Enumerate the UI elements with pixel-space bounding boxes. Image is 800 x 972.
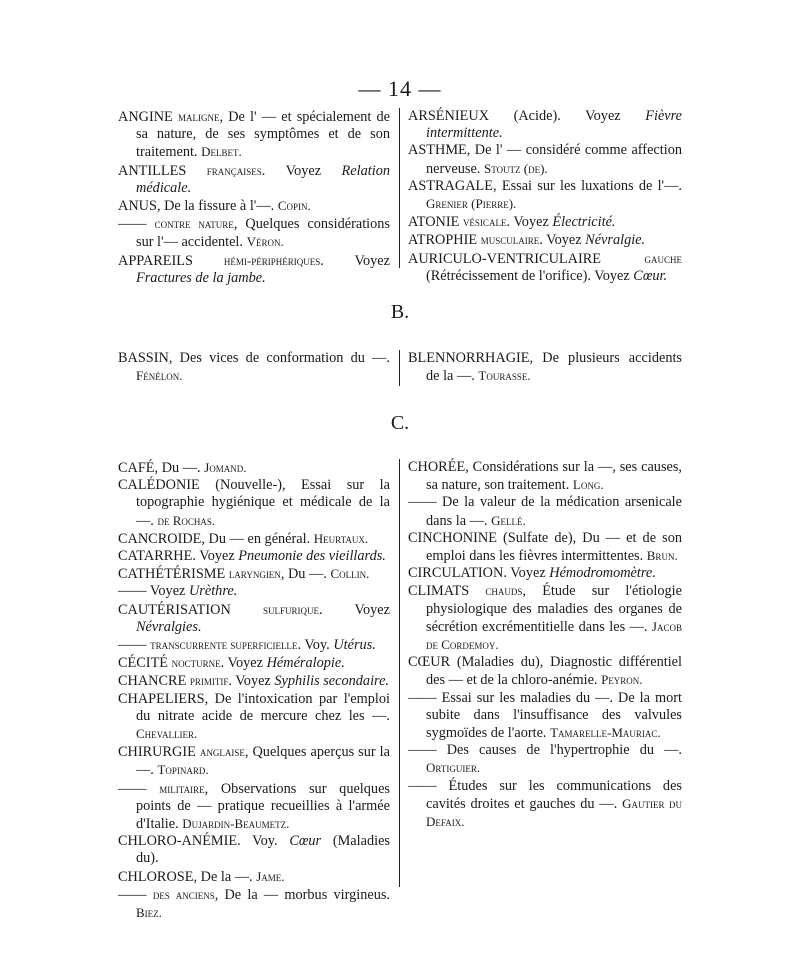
entry-text: (Sulfate de), Du — et de son emploi dans les fièvres intermittentes.	[426, 529, 682, 565]
entry-heading: BASSIN	[118, 350, 169, 366]
entry-heading: CLIMATS	[408, 583, 470, 600]
section-letter-b: B.	[390, 301, 410, 323]
column-divider	[399, 108, 400, 268]
entry-author: Peyron.	[601, 672, 643, 688]
entry-heading: ——	[408, 494, 437, 511]
index-entry	[118, 636, 390, 654]
index-entry	[118, 743, 390, 779]
entry-heading: CHORÉE	[408, 459, 466, 475]
entry-text: , De l' — et spécialement de sa nature, de ses symptômes et de son traitement.	[136, 109, 390, 161]
entry-text: (Maladies du), Diagnostic différentiel des — et de la chloro-anémie.	[426, 654, 682, 689]
section-c	[118, 459, 682, 921]
entry-qualifier: nocturne	[171, 655, 221, 671]
left-column	[118, 459, 390, 922]
entry-qualifier: françaises	[206, 162, 262, 178]
entry-text: , Quelques aperçus sur la —.	[136, 744, 390, 779]
entry-reference: Névralgies.	[136, 618, 202, 635]
entry-qualifier: musculaire	[480, 232, 540, 248]
entry-qualifier: des anciens	[152, 886, 215, 902]
entry-text: . Voy.	[237, 833, 278, 850]
entry-text: . Voy.	[297, 637, 330, 654]
entry-text: , Essai sur les luxations de l'—.	[493, 177, 682, 194]
index-entry	[118, 833, 390, 867]
entry-heading: CAUTÉRISATION	[118, 601, 231, 618]
index-entry	[408, 654, 682, 689]
entry-heading: CINCHONINE	[408, 529, 497, 546]
right-column	[408, 108, 682, 285]
entry-author: de Rochas.	[157, 512, 216, 528]
entry-qualifier: transcurrente superficielle	[150, 637, 298, 653]
entry-text: , De l'intoxication par l'emploi du nitrate acide de mercure chez les —.	[136, 690, 390, 724]
section-b	[118, 350, 682, 390]
entry-text: , Du — en général.	[201, 530, 311, 547]
entry-author: Chevallier.	[136, 726, 198, 742]
entry-text: Essai sur les maladies du —. De la mort subite dans l'insuffisance des valvules sygmoïdes de l'aorte.	[426, 689, 682, 742]
entry-qualifier: primitif	[189, 673, 229, 689]
entry-text: (Nouvelle-), Essai sur la topographie hygiénique et médicale de la —.	[136, 477, 390, 529]
right-column	[408, 459, 682, 831]
index-entry	[118, 672, 390, 690]
index-entry	[408, 250, 682, 285]
entry-heading: CATARRHE	[118, 548, 193, 565]
entry-qualifier: maligne	[177, 109, 220, 124]
entry-heading: CATHÉTÉRISME	[118, 566, 226, 583]
index-entry	[408, 582, 682, 654]
index-entry	[118, 459, 390, 477]
entry-text: , Des vices de conformation du —.	[168, 350, 390, 366]
entry-text: . Voyez	[192, 548, 235, 565]
entry-heading: CHLOROSE	[118, 868, 194, 885]
index-entry	[408, 690, 682, 743]
entry-reference: Névralgie.	[585, 232, 646, 249]
entry-heading: ——	[118, 780, 147, 797]
entry-qualifier: militaire	[159, 780, 205, 796]
entry-heading: CAFÉ	[118, 460, 155, 476]
entry-heading: AURICULO-VENTRICULAIRE	[408, 250, 601, 267]
index-entry	[408, 350, 682, 385]
entry-author: Jomand.	[204, 460, 247, 475]
entry-heading: CÉCITÉ	[118, 655, 169, 672]
entry-author: Gellé.	[491, 512, 526, 528]
entry-author: Long.	[572, 477, 604, 493]
index-entry	[118, 601, 390, 636]
entry-heading: ASTRAGALE	[408, 177, 493, 194]
entry-qualifier: sulfurique	[263, 601, 320, 617]
entry-author: Jacob de Cordemoy.	[426, 618, 682, 653]
index-entry	[408, 178, 682, 213]
index-entry	[408, 142, 682, 177]
entry-text: , Du —.	[154, 460, 201, 476]
entry-tail: (Maladies du).	[136, 833, 390, 867]
entry-reference: Fractures de la jambe.	[136, 269, 266, 286]
index-entry	[118, 868, 390, 886]
index-entry	[118, 350, 390, 385]
entry-heading: CIRCULATION	[408, 565, 504, 582]
entry-text: . Voyez	[320, 252, 390, 269]
index-entry	[118, 530, 390, 548]
section-a	[118, 108, 683, 286]
entry-heading: ARSÉNIEUX	[408, 108, 490, 124]
entry-author: Brun.	[646, 548, 678, 564]
entry-text: , Étude sur l'étiologie physiologique des maladies des organes de sécrétion excrémentitielle dans les —.	[426, 583, 682, 635]
index-entry	[118, 548, 390, 565]
entry-text: , De la —.	[193, 868, 253, 885]
left-column	[118, 108, 390, 287]
column-divider	[399, 459, 400, 887]
entry-heading: ASTHME	[408, 142, 467, 159]
entry-text: . Voyez	[220, 655, 263, 672]
index-entry	[118, 108, 390, 162]
index-entry	[408, 742, 682, 777]
entry-text: , De plusieurs accidents de la —.	[426, 350, 682, 385]
entry-heading: ANTILLES	[118, 162, 187, 179]
entry-author: Dujardin-Beaumetz.	[182, 816, 290, 832]
entry-reference: Utérus.	[333, 637, 376, 654]
entry-reference: Urèthre.	[188, 583, 238, 600]
entry-heading: CHIRURGIE	[118, 744, 196, 761]
entry-author: Tourasse.	[478, 368, 531, 384]
page-number: — 14 —	[358, 76, 442, 101]
entry-qualifier: chauds	[485, 583, 523, 599]
entry-author: Heurtaux.	[313, 530, 369, 546]
entry-author: Jame.	[256, 868, 285, 884]
entry-heading: ——	[408, 742, 437, 759]
entry-reference: Cœur.	[633, 267, 668, 284]
entry-heading: ATROPHIE	[408, 232, 478, 249]
entry-reference: Relation médicale.	[136, 162, 390, 196]
section-letter-c: C.	[390, 412, 410, 434]
entry-heading: CHLORO-ANÉMIE	[118, 833, 238, 850]
entry-qualifier: gauche	[644, 250, 682, 266]
entry-author: Topinard.	[157, 762, 209, 778]
index-entry	[118, 654, 390, 672]
entry-heading: CHANCRE	[118, 673, 187, 690]
entry-reference: Fièvre intermittente.	[426, 108, 683, 142]
index-entry	[118, 886, 390, 922]
entry-heading: ——	[118, 583, 147, 600]
entry-author: Biez.	[136, 905, 162, 921]
entry-heading: CHAPELIERS	[118, 690, 205, 707]
entry-reference: Héméralopie.	[266, 655, 345, 672]
entry-heading: ——	[118, 216, 147, 233]
entry-heading: ——	[408, 689, 437, 706]
entry-text: . Voyez	[503, 565, 546, 582]
column-divider	[399, 350, 400, 386]
entry-author: Tamarelle-Mauriac.	[550, 725, 661, 741]
entry-heading: CANCROIDE	[118, 530, 202, 547]
index-entry	[408, 530, 682, 565]
entry-author: Stoutz (de).	[483, 160, 548, 176]
entry-author: Grenier (Pierre).	[426, 196, 517, 212]
entry-heading: CŒUR	[408, 654, 451, 671]
entry-reference: Électricité.	[552, 214, 616, 231]
entry-text: . Voyez	[506, 214, 549, 231]
entry-author: Fénélon.	[136, 368, 183, 384]
entry-text: , Quelques considérations sur l'— accidentel.	[136, 216, 390, 251]
entry-qualifier: vésicale	[462, 214, 507, 230]
entry-text: . Voyez	[228, 673, 271, 690]
entry-qualifier: hémi-périphériques	[223, 252, 321, 268]
entry-heading: ANGINE	[118, 109, 173, 125]
entry-heading: ——	[408, 777, 437, 794]
index-entry	[118, 780, 390, 834]
entry-text: (Acide). Voyez	[489, 108, 621, 124]
entry-author: Copin.	[277, 198, 311, 214]
index-entry	[118, 197, 390, 215]
index-entry	[118, 583, 390, 600]
entry-author: Véron.	[246, 234, 284, 250]
index-entry	[408, 459, 682, 494]
entry-heading: APPAREILS	[118, 252, 193, 269]
entry-text: . Voyez	[539, 232, 582, 249]
entry-heading: ——	[118, 637, 147, 654]
entry-author: Ortiguier.	[426, 760, 481, 776]
index-entry	[408, 494, 682, 529]
index-entry	[408, 778, 682, 832]
entry-text: (Rétrécissement de l'orifice). Voyez	[426, 267, 630, 284]
entry-text: , De la — morbus virgineus.	[214, 886, 390, 903]
index-entry	[118, 215, 390, 251]
entry-text: , Observations sur quelques points de — pratique recueillies à l'armée d'Italie.	[136, 780, 390, 833]
index-entry	[118, 691, 390, 744]
entry-text: Études sur les communications des cavités droites et gauches du —.	[426, 777, 682, 812]
entry-text: , De la fissure à l'—.	[156, 198, 275, 215]
entry-heading: ANUS	[118, 198, 157, 215]
index-entry	[118, 565, 390, 583]
entry-reference: Syphilis secondaire.	[274, 673, 389, 690]
entry-qualifier: contre nature	[154, 216, 234, 232]
entry-text: Des causes de l'hypertrophie du —.	[436, 742, 682, 759]
entry-qualifier: laryngien	[228, 566, 281, 582]
entry-heading: BLENNORRHAGIE	[408, 350, 530, 366]
entry-text: . Voyez	[319, 601, 390, 618]
entry-heading: ——	[118, 886, 147, 903]
entry-heading: ATONIE	[408, 214, 460, 231]
index-entry	[408, 108, 682, 142]
index-entry	[118, 162, 390, 197]
entry-reference: Pneumonie des vieillards.	[238, 548, 386, 565]
right-column	[408, 350, 682, 385]
index-entry	[408, 565, 682, 582]
entry-reference: Cœur	[289, 833, 322, 850]
index-entry	[408, 231, 682, 249]
entry-author: Gautier du Defaix.	[426, 795, 682, 830]
index-entry	[118, 477, 390, 530]
entry-author: Collin.	[330, 566, 370, 582]
entry-heading: CALÉDONIE	[118, 477, 200, 494]
index-entry	[118, 252, 390, 287]
entry-text: . Voyez	[261, 162, 322, 179]
entry-reference: Hémodromomètre.	[549, 565, 656, 582]
entry-text: , Considérations sur la —, ses causes, sa nature, son traitement.	[426, 459, 682, 494]
entry-qualifier: anglaise	[199, 744, 245, 760]
entry-text: De la valeur de la médication arsenicale dans la —.	[426, 494, 682, 529]
entry-text: Voyez	[146, 583, 186, 600]
entry-author: Delbet.	[201, 144, 242, 160]
entry-text: , De l' — considéré comme affection nerveuse.	[426, 142, 682, 177]
index-entry	[408, 213, 682, 231]
entry-text: , Du —.	[280, 566, 327, 583]
left-column	[118, 350, 390, 385]
